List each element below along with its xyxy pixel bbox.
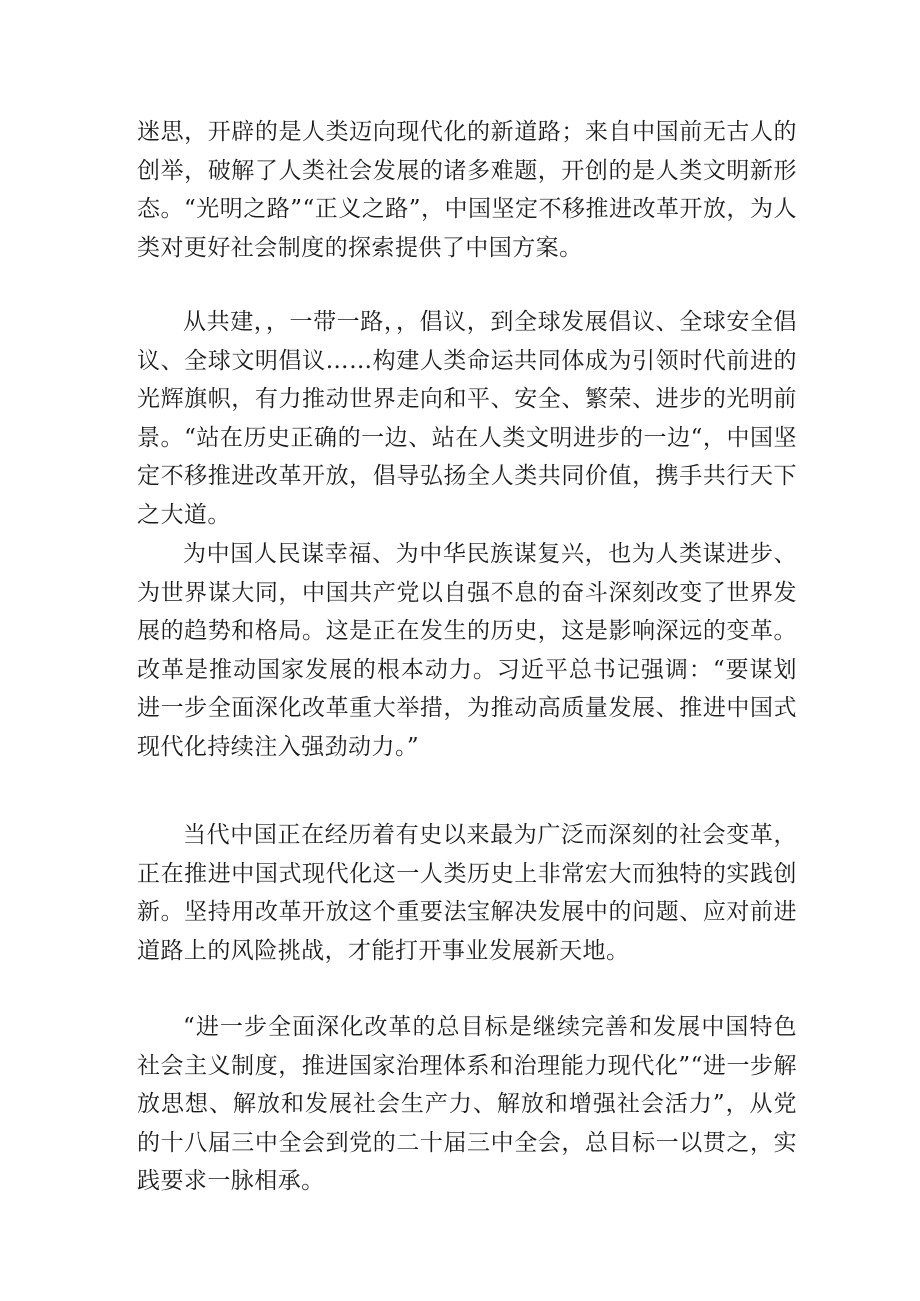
paragraph: 当代中国正在经历着有史以来最为广泛而深刻的社会变革，正在推进中国式现代化这一人类历史上非常宏大而独特的实践创新。坚持用改革开放这个重要法宝解决发展中的问题、应对前进道路上的风险挑战，才能打开事业发展新天地。 [137, 822, 797, 964]
paragraph: 为中国人民谋幸福、为中华民族谋复兴，也为人类谋进步、为世界谋大同，中国共产党以自强不息的奋斗深刻改变了世界发展的趋势和格局。这是正在发生的历史，这是影响深远的变革。改革是推动国家发展的根本动力。习近平总书记强调：“要谋划进一步全面深化改革重大举措，为推动高质量发展、推进中国式现代化持续注入强劲动力。” [137, 541, 797, 760]
paragraph: “进一步全面深化改革的总目标是继续完善和发展中国特色社会主义制度，推进国家治理体系和治理能力现代化”“进一步解放思想、解放和发展社会生产力、解放和增强社会活力”，从党的十八届三中全会到党的二十届三中全会，总目标一以贯之，实践要求一脉相承。 [137, 1014, 797, 1194]
paragraph: 从共建，，一带一路，，倡议，到全球发展倡议、全球安全倡议、全球文明倡议……构建人类命运共同体成为引领时代前进的光辉旗帜，有力推动世界走向和平、安全、繁荣、进步的光明前景。“站在历史正确的一边、站在人类文明进步的一边“，中国坚定不移推进改革开放，倡导弘扬全人类共同价值，携手共行天下之大道。 [137, 309, 797, 528]
paragraph-continued: 迷思，开辟的是人类迈向现代化的新道路；来自中国前无古人的创举，破解了人类社会发展的诸多难题，开创的是人类文明新形态。“光明之路”“正义之路”，中国坚定不移推进改革开放，为人类对更好社会制度的探索提供了中国方案。 [137, 119, 797, 261]
